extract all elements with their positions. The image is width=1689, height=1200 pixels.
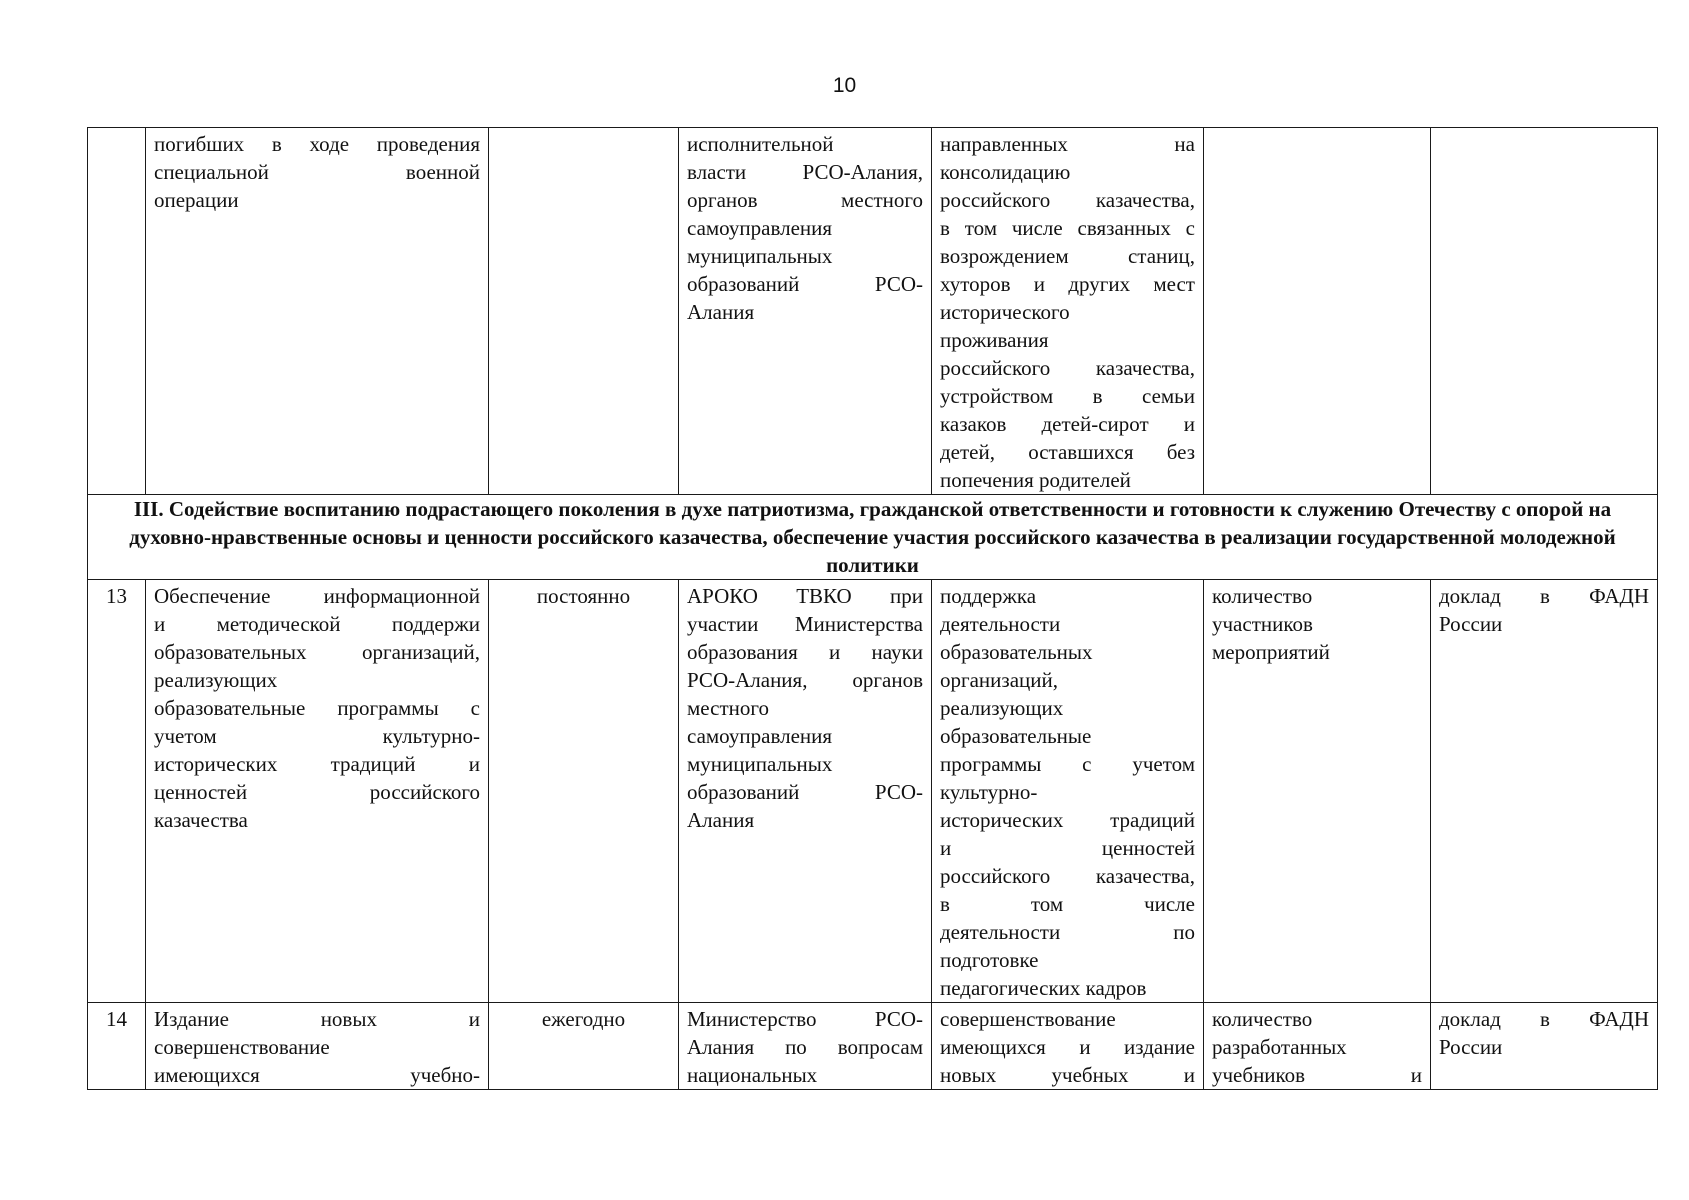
cell-indicator: количество участников мероприятий (1204, 580, 1431, 1003)
cell-result: поддержка деятельности образовательных организаций, реализующих образовательные программы с учетом культурно- исторических традиций и ценностей российского казачества, в том числе деятельности по подготовке педагогических кадров (932, 580, 1204, 1003)
plan-table (87, 127, 1658, 1090)
cell-result: совершенствование имеющихся и издание новых учебных и (932, 1003, 1204, 1090)
cell-number: 14 (88, 1003, 146, 1090)
cell-responsible: АРОКО ТВКО при участии Министерства образования и науки РСО-Алания, органов местного самоуправления муниципальных образований РСО- Алания (679, 580, 932, 1003)
table-row (88, 1003, 1658, 1090)
cell-responsible: исполнительной власти РСО-Алания, органов местного самоуправления муниципальных образований РСО- Алания (679, 128, 932, 495)
section-heading: III. Содействие воспитанию подрастающего поколения в духе патриотизма, гражданской ответственности и готовности к служению Отечеству с опорой на духовно-нравственные основы и ценности российского казачества, обеспечение участия российского казачества в реализации государственной молодежной политики (88, 495, 1658, 580)
cell-number: 13 (88, 580, 146, 1003)
cell-event: Обеспечение информационной и методической поддержи образовательных организаций, реализующих образовательные программы с учетом культурно- исторических традиций и ценностей российского казачества (146, 580, 489, 1003)
table-row-continuation (88, 128, 1658, 495)
cell-report: доклад в ФАДН России (1431, 1003, 1658, 1090)
table-row (88, 580, 1658, 1003)
cell-indicator (1204, 128, 1431, 495)
cell-deadline: ежегодно (489, 1003, 679, 1090)
cell-event: Издание новых и совершенствование имеющихся учебно- (146, 1003, 489, 1090)
section-heading-row (88, 495, 1658, 580)
cell-deadline (489, 128, 679, 495)
page-number: 10 (832, 74, 857, 97)
cell-indicator: количество разработанных учебников и (1204, 1003, 1431, 1090)
cell-responsible: Министерство РСО- Алания по вопросам национальных (679, 1003, 932, 1090)
cell-event: погибших в ходе проведения специальной военной операции (146, 128, 489, 495)
cell-report: доклад в ФАДН России (1431, 580, 1658, 1003)
cell-number (88, 128, 146, 495)
cell-deadline: постоянно (489, 580, 679, 1003)
cell-report (1431, 128, 1658, 495)
cell-result: направленных на консолидацию российского казачества, в том числе связанных с возрождением станиц, хуторов и других мест исторического проживания российского казачества, устройством в семьи казаков детей-сирот и детей, оставшихся без попечения родителей (932, 128, 1204, 495)
